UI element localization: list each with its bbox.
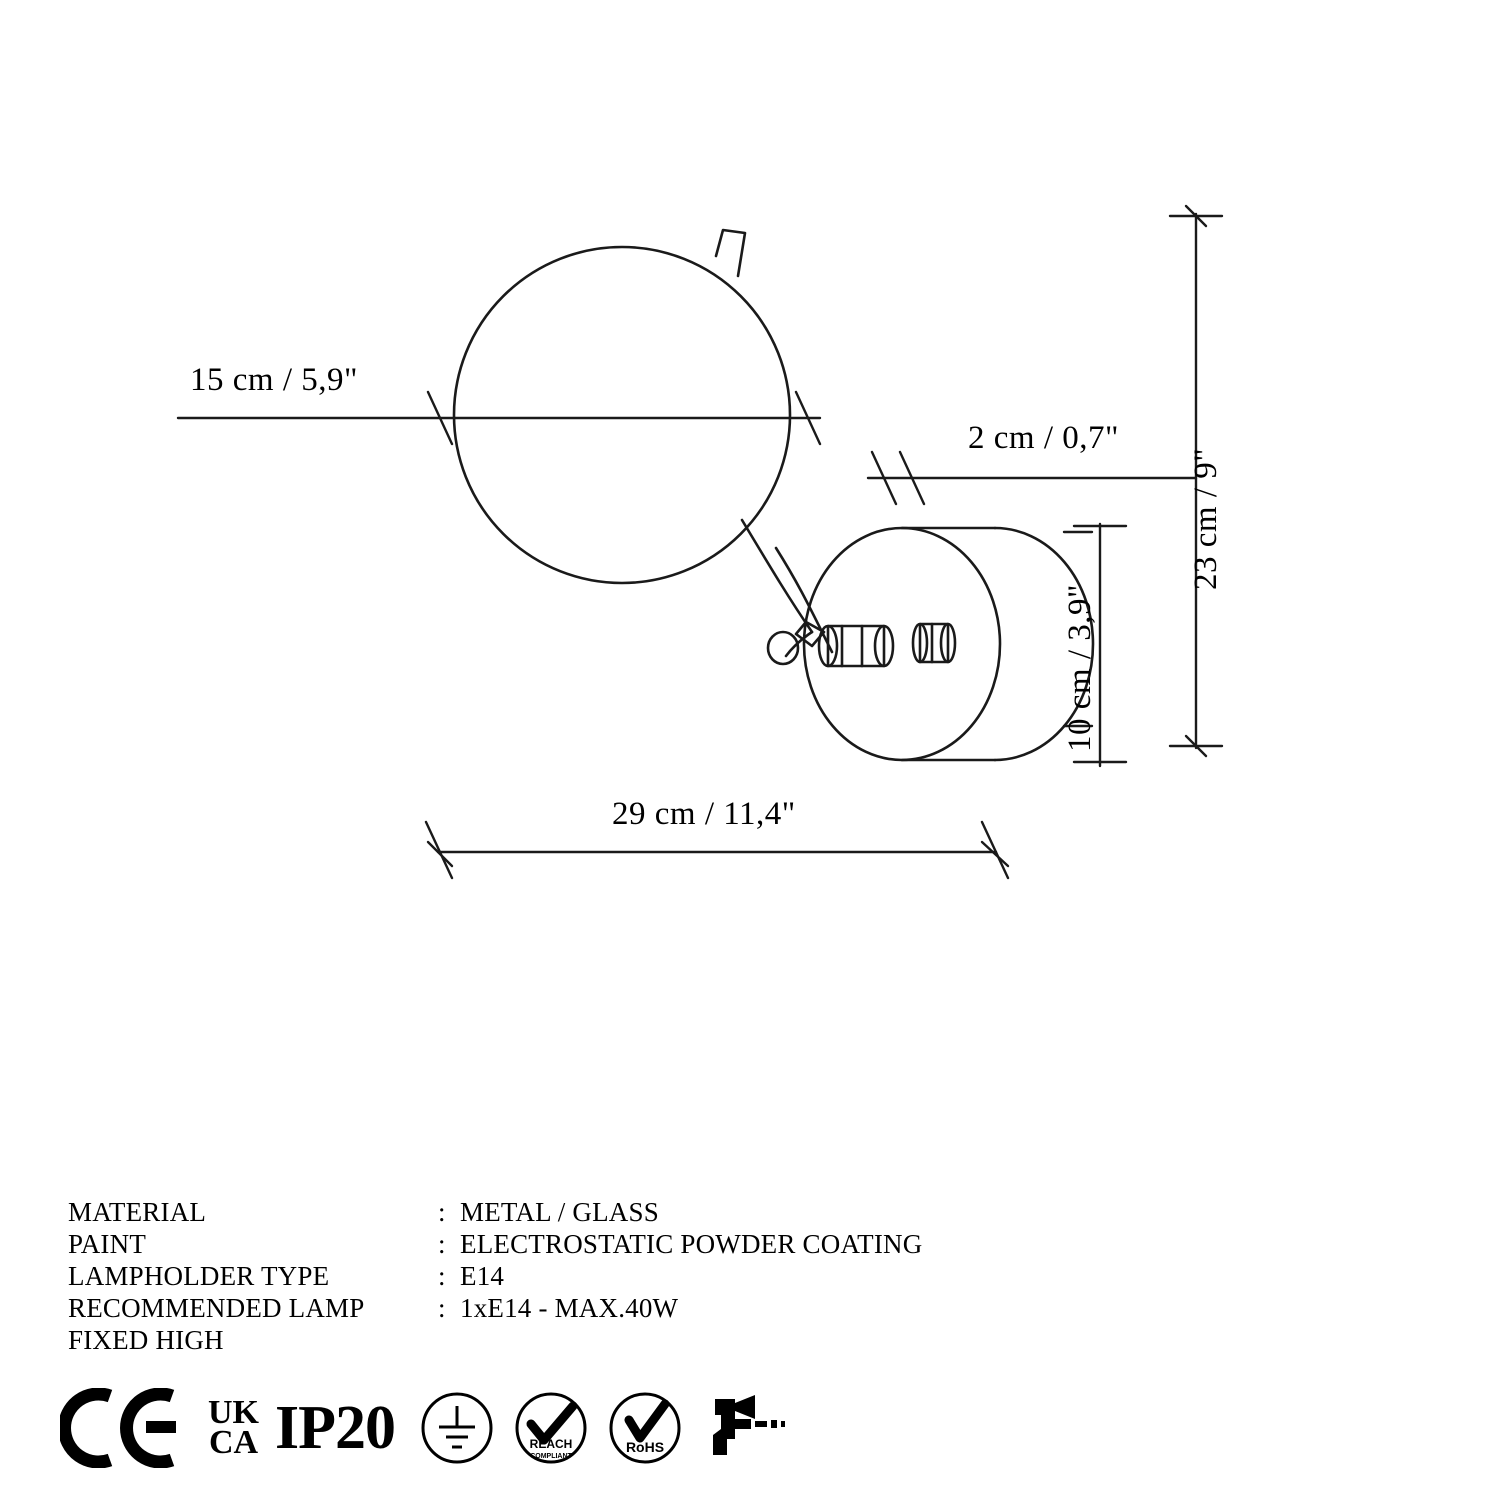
spec-label-paint: PAINT bbox=[68, 1229, 147, 1259]
certification-row bbox=[60, 1382, 805, 1474]
spec-value-material: METAL / GLASS bbox=[460, 1197, 659, 1227]
spec-sep-paint: : bbox=[438, 1229, 446, 1259]
ukca-top-text: UK bbox=[208, 1394, 259, 1431]
svg-text:COMPLIANT: COMPLIANT bbox=[530, 1453, 572, 1460]
ukca-mark-icon bbox=[208, 1394, 259, 1461]
dim-label-backplate-diameter: 10 cm / 3,9" bbox=[1062, 584, 1098, 752]
drill-tool-icon bbox=[701, 1385, 787, 1471]
spec-label-recommended-lamp: RECOMMENDED LAMP bbox=[68, 1293, 365, 1323]
spec-label-lampholder-type: LAMPHOLDER TYPE bbox=[68, 1261, 330, 1291]
ip-rating-text: IP20 bbox=[275, 1393, 395, 1462]
arm-upper-icon bbox=[742, 520, 812, 632]
backplate-body-icon bbox=[804, 528, 1000, 760]
spec-row-material bbox=[68, 1196, 922, 1228]
spec-row-fixed-high bbox=[68, 1324, 922, 1356]
spec-label-fixed-high: FIXED HIGH bbox=[68, 1325, 224, 1355]
dim-tick-width-right bbox=[982, 822, 1008, 878]
rohs-icon bbox=[607, 1390, 683, 1466]
spec-row-paint bbox=[68, 1228, 922, 1260]
dim-tick-width-left bbox=[426, 822, 452, 878]
reach-compliant-icon bbox=[513, 1390, 589, 1466]
dim-label-total-height: 23 cm / 9" bbox=[1188, 447, 1224, 590]
spec-value-paint: ELECTROSTATIC POWDER COATING bbox=[460, 1229, 923, 1259]
dim-label-total-width: 29 cm / 11,4" bbox=[612, 796, 796, 832]
specification-list bbox=[68, 1196, 922, 1356]
dim-label-globe-diameter: 15 cm / 5,9" bbox=[190, 362, 358, 398]
spec-row-lampholder-type bbox=[68, 1260, 922, 1292]
dim-cross-width-right bbox=[982, 842, 1008, 866]
spec-sep-recommended-lamp: : bbox=[438, 1293, 446, 1323]
dim-cross-width-left bbox=[428, 842, 452, 866]
svg-text:REACH: REACH bbox=[529, 1437, 573, 1451]
svg-text:RoHS: RoHS bbox=[625, 1439, 665, 1455]
spec-value-lampholder-type: E14 bbox=[460, 1261, 505, 1291]
earth-ground-icon bbox=[419, 1390, 495, 1466]
spec-label-material: MATERIAL bbox=[68, 1197, 207, 1227]
spec-sep-lampholder-type: : bbox=[438, 1261, 446, 1291]
ukca-bottom-text: CA bbox=[208, 1424, 259, 1461]
dim-label-backplate-depth: 2 cm / 0,7" bbox=[968, 420, 1119, 456]
spec-sep-material: : bbox=[438, 1197, 446, 1227]
ce-mark-icon bbox=[60, 1388, 190, 1468]
spec-row-recommended-lamp bbox=[68, 1292, 922, 1324]
globe-shade-icon bbox=[454, 247, 790, 583]
spec-value-recommended-lamp: 1xE14 - MAX.40W bbox=[460, 1293, 679, 1323]
globe-top-stem-icon bbox=[716, 230, 745, 276]
